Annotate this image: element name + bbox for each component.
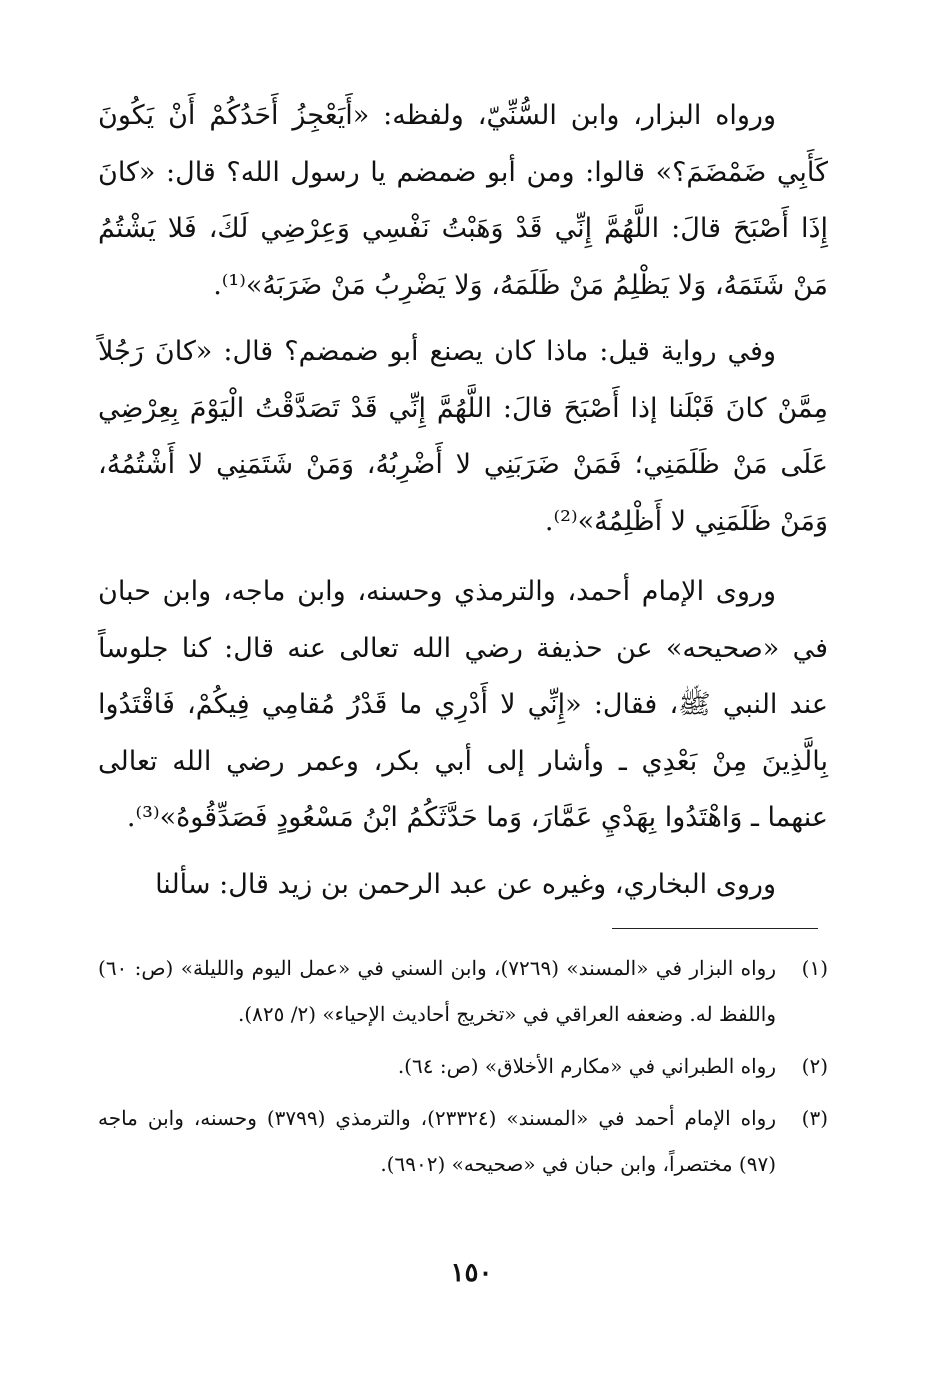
- footnote-number: (٢): [801, 1054, 828, 1078]
- footnote-2: [98, 1043, 828, 1089]
- paragraph-1: ورواه البزار، وابن السُّنِّيّ، ولفظه: «أَيَعْجِزُ أَحَدُكُمْ أَنْ يَكُونَ كَأَبِي ضَمْضَمَ؟» قالوا: ومن أبو ضمضم يا رسول الله؟ قال: «كانَ إِذَا أَصْبَحَ قالَ: اللَّهُمَّ إِنِّي قَدْ وَهَبْتُ نَفْسِي وَعِرْضِي لَكَ، فَلا يَشْتُمُ مَنْ شَتَمَهُ، وَلا يَظْلِمُ مَنْ ظَلَمَهُ، وَلا يَضْرِبُ مَنْ ضَرَبَهُ»⁽¹⁾.: [98, 100, 828, 301]
- footnote-3: [98, 1095, 828, 1187]
- footnote-number: (١): [801, 956, 828, 980]
- footnote-text: رواه الطبراني في «مكارم الأخلاق» (ص: ٦٤).: [397, 1054, 776, 1078]
- footnotes: [98, 945, 828, 1187]
- footnote-number: (٣): [801, 1106, 828, 1130]
- paragraph-3: وروى الإمام أحمد، والترمذي وحسنه، وابن ماجه، وابن حبان في «صحيحه» عن حذيفة رضي الله تعالى عنه قال: كنا جلوساً عند النبي ﷺ، فقال: «إِنِّي لا أَدْرِي ما قَدْرُ مُقامِي فِيكُمْ، فَاقْتَدُوا بِالَّذِينَ مِنْ بَعْدِي ـ وأشار إلى أبي بكر، وعمر رضي الله تعالى عنهما ـ وَاهْتَدُوا بِهَدْيِ عَمَّارَ، وَما حَدَّثَكُمُ ابْنُ مَسْعُودٍ فَصَدِّقُوهُ»⁽³⁾.: [98, 576, 828, 833]
- footnote-text: رواه الإمام أحمد في «المسند» (٢٣٣٢٤)، والترمذي (٣٧٩٩) وحسنه، وابن ماجه (٩٧) مختصراً، وابن حبان في «صحيحه» (٦٩٠٢).: [98, 1106, 776, 1176]
- paragraph-4: وروى البخاري، وغيره عن عبد الرحمن بن زيد قال: سألنا: [155, 868, 776, 900]
- footnote-text: رواه البزار في «المسند» (٧٢٦٩)، وابن السني في «عمل اليوم والليلة» (ص: ٦٠) واللفظ له. وضعفه العراقي في «تخريج أحاديث الإحياء» (٢/ ٨٢٥).: [98, 956, 776, 1026]
- paragraph-2: وفي رواية قيل: ماذا كان يصنع أبو ضمضم؟ قال: «كانَ رَجُلاً مِمَّنْ كانَ قَبْلَنا إذا أَصْبَحَ قالَ: اللَّهُمَّ إِنِّي قَدْ تَصَدَّقْتُ الْيَوْمَ بِعِرْضِي عَلَى مَنْ ظَلَمَنِي؛ فَمَنْ ضَرَبَنِي لا أَضْرِبُهُ، وَمَنْ شَتَمَنِي لا أَشْتُمُهُ، وَمَنْ ظَلَمَنِي لا أَظْلِمُهُ»⁽²⁾.: [98, 336, 828, 537]
- page-number: ١٥٠: [450, 1258, 493, 1288]
- footnote-1: [98, 945, 828, 1037]
- main-text: [98, 88, 828, 913]
- footnote-divider: [612, 928, 818, 929]
